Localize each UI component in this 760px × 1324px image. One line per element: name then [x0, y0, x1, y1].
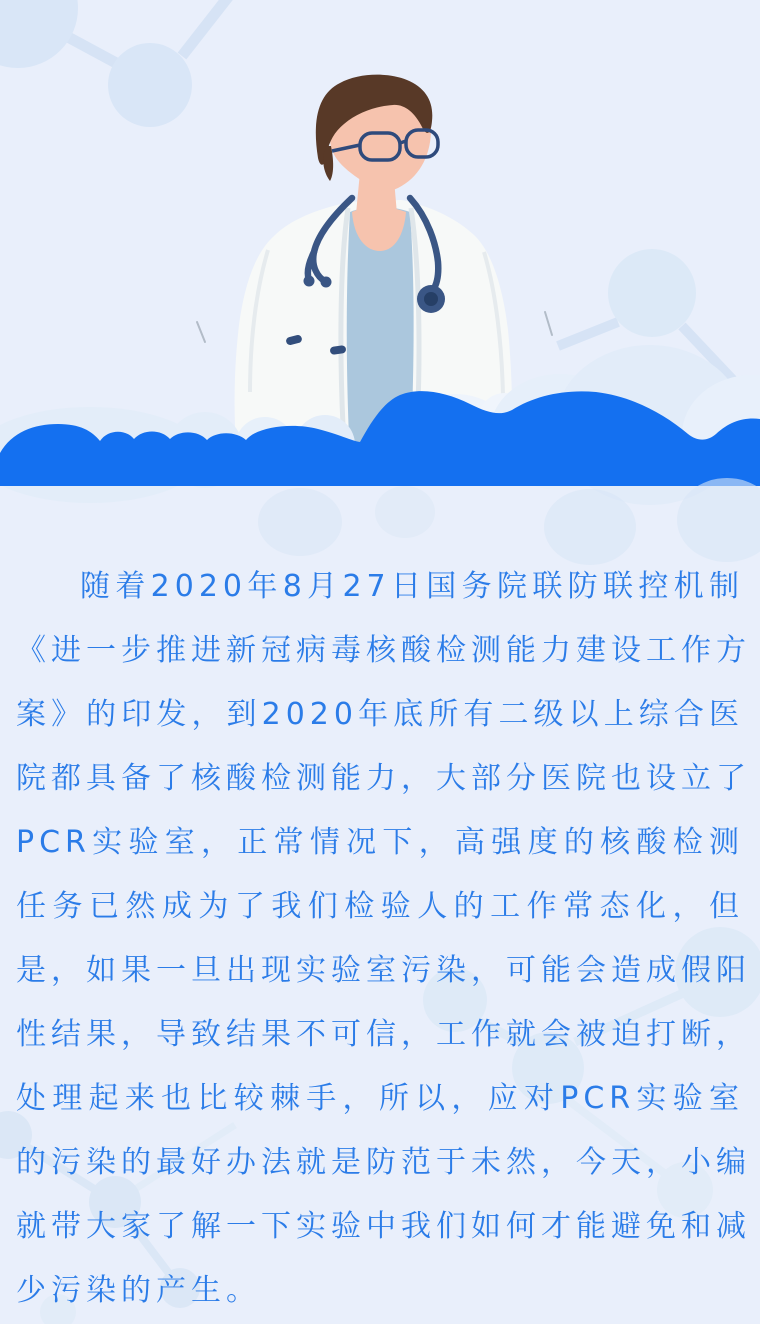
paragraph-line: 的污染的最好办法就是防范于未然，今天，小编 — [16, 1145, 751, 1180]
paragraph-line: 随着2020年8月27日国务院联防联控机制 — [80, 569, 744, 604]
paragraph-line: 少污染的产生。 — [16, 1273, 261, 1308]
paragraph-line: 性结果，导致结果不可信，工作就会被迫打断， — [16, 1017, 751, 1052]
stethoscope-eartip — [304, 276, 315, 287]
paragraph-line: 就带大家了解一下实验中我们如何才能避免和减 — [16, 1209, 751, 1244]
paragraph-line: 《进一步推进新冠病毒核酸检测能力建设工作方 — [16, 633, 751, 668]
paragraph-line: 院都具备了核酸检测能力，大部分医院也设立了 — [16, 761, 751, 796]
stethoscope-eartip — [321, 277, 332, 288]
paragraph-line: 是，如果一旦出现实验室污染，可能会造成假阳 — [16, 953, 751, 988]
stethoscope-chestpiece-center — [424, 292, 438, 306]
paragraph-line: PCR实验室，正常情况下，高强度的核酸检测 — [16, 825, 744, 860]
paragraph-line: 任务已然成为了我们检验人的工作常态化，但 — [16, 889, 744, 924]
paragraph-line: 处理起来也比较棘手，所以，应对PCR实验室 — [16, 1081, 744, 1116]
article-body — [16, 555, 751, 1323]
paragraph-line: 案》的印发，到2020年底所有二级以上综合医 — [16, 697, 744, 732]
